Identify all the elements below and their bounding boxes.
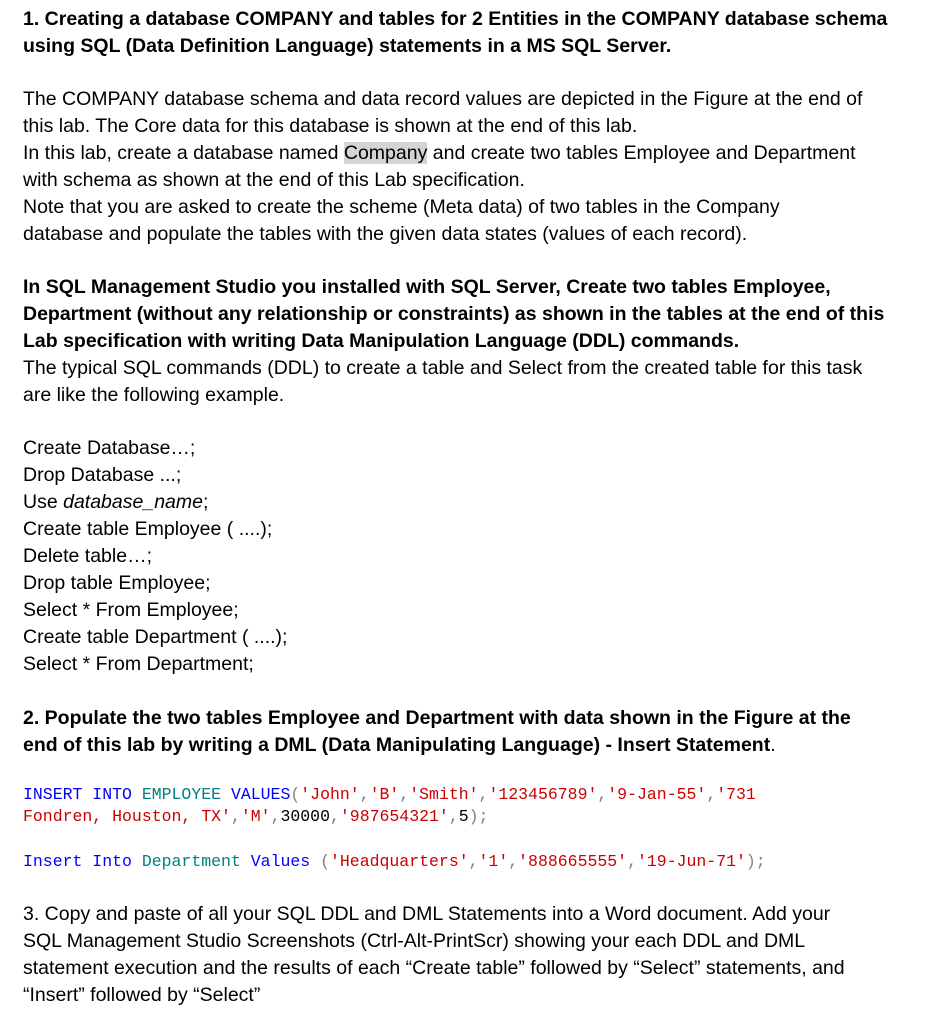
para2-line1: The typical SQL commands (DDL) to create a table and Select from the created table for this task [23, 357, 863, 379]
code-punct: ( [290, 785, 301, 804]
para1-line6: database and populate the tables with the given data states (values of each record). [23, 223, 748, 245]
code-punct: ); [468, 807, 489, 826]
code-punct: , [627, 852, 637, 871]
command-drop-employee: Drop table Employee; [23, 572, 211, 594]
code-string: 'Smith' [409, 785, 479, 804]
code-string: '19-Jun-71' [636, 852, 746, 871]
command-delete-table: Delete table…; [23, 545, 152, 567]
code-string: '123456789' [488, 785, 598, 804]
command-select-employee: Select * From Employee; [23, 599, 239, 621]
para1-line3 [23, 140, 856, 166]
para1-line4: with schema as shown at the end of this Lab specification. [23, 169, 525, 191]
section3-line2: SQL Management Studio Screenshots (Ctrl-Alt-PrintScr) showing your each DDL and DML [23, 930, 806, 952]
section2-heading-line2 [23, 732, 776, 758]
section1-heading-line1: 1. Creating a database COMPANY and tables for 2 Entities in the COMPANY database schema [23, 8, 888, 30]
para1-line5: Note that you are asked to create the scheme (Meta data) of two tables in the Company [23, 196, 780, 218]
code-string: '9-Jan-55' [607, 785, 707, 804]
code-number: 5 [458, 807, 469, 826]
code-string: '987654321' [339, 807, 449, 826]
section3-line4: “Insert” followed by “Select” [23, 984, 261, 1006]
code-string: 'Headquarters' [330, 852, 469, 871]
code-string: 'John' [300, 785, 360, 804]
code-insert-employee-line1 [23, 784, 756, 806]
code-string: '731 [716, 785, 756, 804]
command-create-department: Create table Department ( ....); [23, 626, 288, 648]
code-punct: , [597, 785, 608, 804]
para1-line3-post: and create two tables Employee and Department [427, 142, 856, 164]
para1-line2: this lab. The Core data for this database is shown at the end of this lab. [23, 115, 638, 137]
code-punct: , [230, 807, 241, 826]
code-punct: , [478, 785, 489, 804]
code-punct: , [468, 852, 479, 871]
code-keyword: VALUES [230, 785, 291, 804]
para2-line2: are like the following example. [23, 384, 285, 406]
code-punct: ( [320, 852, 330, 871]
code-table-name: EMPLOYEE [141, 785, 222, 804]
code-insert-employee-line2 [23, 806, 488, 828]
code-table-name: Department [141, 852, 241, 871]
command-create-employee: Create table Employee ( ....); [23, 518, 273, 540]
section2-heading-line2-text: end of this lab by writing a DML (Data Manipulating Language) - Insert Statement [23, 734, 771, 756]
code-punct: , [448, 807, 459, 826]
code-string: 'B' [369, 785, 400, 804]
section1-heading-line2: using SQL (Data Definition Language) statements in a MS SQL Server. [23, 35, 672, 57]
code-string: Fondren, Houston, TX' [23, 807, 231, 826]
command-use-pre: Use [23, 491, 64, 513]
code-keyword: INSERT INTO [23, 785, 132, 804]
command-use-database [23, 489, 208, 515]
command-use-post: ; [202, 491, 209, 513]
para1-line1: The COMPANY database schema and data record values are depicted in the Figure at the end of [23, 88, 863, 110]
code-punct: , [359, 785, 370, 804]
section3-line1: 3. Copy and paste of all your SQL DDL and DML Statements into a Word document. Add your [23, 903, 831, 925]
instruction-bold-line1: In SQL Management Studio you installed with SQL Server, Create two tables Employee, [23, 276, 831, 298]
code-keyword: Insert Into [23, 852, 132, 871]
command-use-name: database_name [63, 491, 203, 513]
command-drop-database: Drop Database ...; [23, 464, 182, 486]
instruction-bold-line3: Lab specification with writing Data Manipulation Language (DDL) commands. [23, 330, 740, 352]
highlighted-word-company: Company [343, 142, 428, 164]
instruction-bold-line2: Department (without any relationship or constraints) as shown in the tables at the end of this [23, 303, 885, 325]
code-keyword: Values [250, 852, 311, 871]
code-punct: , [706, 785, 717, 804]
section3-line3: statement execution and the results of each “Create table” followed by “Select” statements, and [23, 957, 845, 979]
code-string: '888665555' [518, 852, 628, 871]
code-punct: , [508, 852, 519, 871]
para1-line3-pre: In this lab, create a database named [23, 142, 344, 164]
code-punct: ); [745, 852, 766, 871]
code-punct: , [270, 807, 281, 826]
section2-heading-period: . [770, 734, 776, 756]
code-punct: , [399, 785, 410, 804]
section2-heading-line1: 2. Populate the two tables Employee and Department with data shown in the Figure at the [23, 707, 851, 729]
code-string: '1' [478, 852, 509, 871]
code-string: 'M' [240, 807, 271, 826]
code-insert-department [23, 851, 766, 873]
command-select-department: Select * From Department; [23, 653, 254, 675]
command-create-database: Create Database…; [23, 437, 196, 459]
code-number: 30000 [280, 807, 330, 826]
code-punct: , [329, 807, 340, 826]
